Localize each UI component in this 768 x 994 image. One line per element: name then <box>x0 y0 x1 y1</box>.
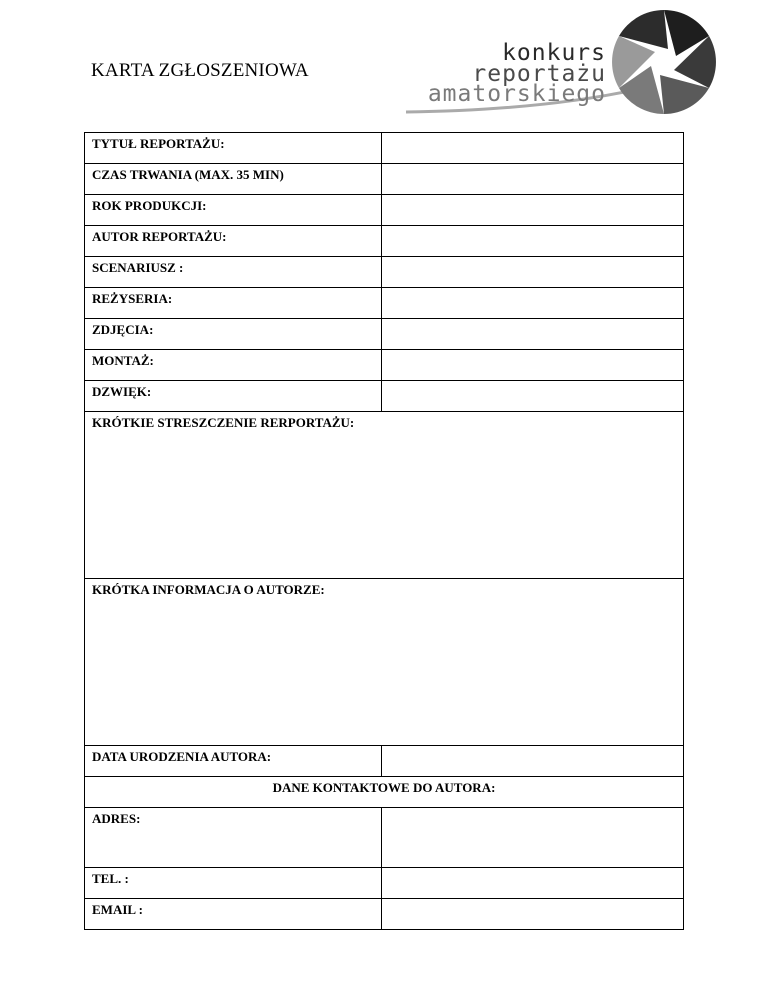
form-row-screenplay <box>85 257 684 288</box>
author-field[interactable] <box>382 226 684 257</box>
contact-section-header: DANE KONTAKTOWE DO AUTORA: <box>85 777 684 808</box>
form-row-author <box>85 226 684 257</box>
form-row-year <box>85 195 684 226</box>
page-title: KARTA ZGŁOSZENIOWA <box>91 60 309 81</box>
phone-field[interactable] <box>382 868 684 899</box>
form-row-email <box>85 899 684 930</box>
contest-logo <box>402 6 718 118</box>
form-row-duration <box>85 164 684 195</box>
address-field[interactable] <box>382 808 684 868</box>
form-row-summary <box>85 412 684 579</box>
form-label: REŻYSERIA: <box>85 288 382 319</box>
form-row-birthdate <box>85 746 684 777</box>
logo-text-line3: amatorskiego <box>427 81 606 107</box>
form-label: SCENARIUSZ : <box>85 257 382 288</box>
form-label: TYTUŁ REPORTAŻU: <box>85 133 382 164</box>
form-label: ZDJĘCIA: <box>85 319 382 350</box>
form-label: DZWIĘK: <box>85 381 382 412</box>
form-row-photography <box>85 319 684 350</box>
direction-field[interactable] <box>382 288 684 319</box>
form-label: AUTOR REPORTAŻU: <box>85 226 382 257</box>
entry-form-table <box>84 132 684 930</box>
year-field[interactable] <box>382 195 684 226</box>
author-info-field[interactable]: KRÓTKA INFORMACJA O AUTORZE: <box>85 579 684 746</box>
editing-field[interactable] <box>382 350 684 381</box>
summary-field[interactable]: KRÓTKIE STRESZCZENIE RERPORTAŻU: <box>85 412 684 579</box>
form-label: EMAIL : <box>85 899 382 930</box>
form-row-title <box>85 133 684 164</box>
screenplay-field[interactable] <box>382 257 684 288</box>
title-field[interactable] <box>382 133 684 164</box>
duration-field[interactable] <box>382 164 684 195</box>
form-row-contact-header <box>85 777 684 808</box>
form-label: TEL. : <box>85 868 382 899</box>
form-row-address <box>85 808 684 868</box>
form-label: DATA URODZENIA AUTORA: <box>85 746 382 777</box>
form-label: ROK PRODUKCJI: <box>85 195 382 226</box>
photography-field[interactable] <box>382 319 684 350</box>
logo-text-line1: konkurs <box>502 40 606 66</box>
birthdate-field[interactable] <box>382 746 684 777</box>
form-label: MONTAŻ: <box>85 350 382 381</box>
form-row-phone <box>85 868 684 899</box>
form-row-direction <box>85 288 684 319</box>
form-label: CZAS TRWANIA (MAX. 35 MIN) <box>85 164 382 195</box>
form-row-editing <box>85 350 684 381</box>
form-row-author-info <box>85 579 684 746</box>
logo-text-line2: reportażu <box>472 61 606 87</box>
email-field[interactable] <box>382 899 684 930</box>
sound-field[interactable] <box>382 381 684 412</box>
form-label: ADRES: <box>85 808 382 868</box>
form-row-sound <box>85 381 684 412</box>
